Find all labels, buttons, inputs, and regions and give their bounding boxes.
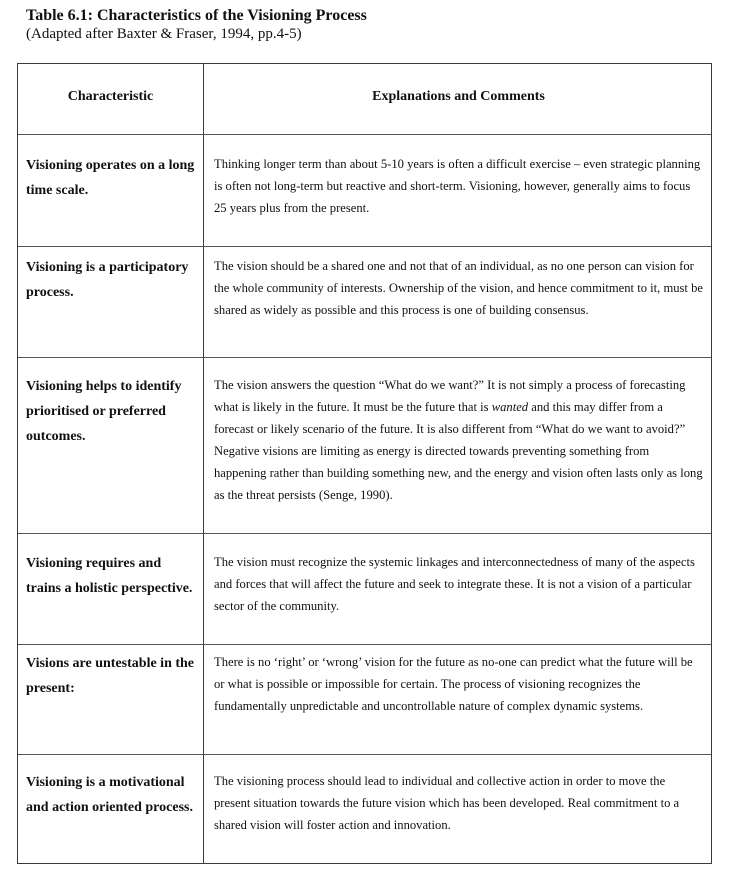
characteristic-cell: Visions are untestable in the present: [26,656,195,696]
characteristic-cell: Visioning helps to identify prioritised or preferred outcomes. [26,379,182,444]
header-characteristic: Characteristic [18,64,204,134]
table-row [18,246,711,357]
comment-cell [214,358,703,506]
table-row [18,134,711,246]
table-row [18,644,711,754]
table-caption [26,6,367,44]
characteristic-cell: Visioning operates on a long time scale. [26,158,195,198]
characteristic-cell: Visioning requires and trains a holistic perspective. [26,556,193,596]
comment-cell: The vision must recognize the systemic linkages and interconnectedness of many of the aspects and forces that will affect the future and seek to integrate these. It is not a vision of a particular sector of the community. [214,555,695,613]
comment-cell: Thinking longer term than about 5-10 years is often a difficult exercise – even strategic planning is often not long-term but reactive and short-term. Visioning, however, generally aims to focus 25 years plus from the present. [214,157,701,215]
table-row [18,754,711,863]
table-title: Table 6.1: Characteristics of the Visioning Process [26,7,367,24]
comment-cell: The visioning process should lead to individual and collective action in order to move the present situation towards the future vision which has been developed. Real commitment to a shared vision will foster action and innovation. [214,774,680,832]
comment-cell: The vision should be a shared one and not that of an individual, as no one person can vision for the whole community of interests. Ownership of the vision, and hence commitment to it, must be shared as widely as possible and this process is one of building consensus. [214,259,703,317]
characteristics-table [17,63,712,864]
table-row [18,533,711,644]
characteristic-cell: Visioning is a participatory process. [26,260,189,300]
characteristic-cell: Visioning is a motivational and action oriented process. [26,775,193,815]
header-explanations: Explanations and Comments [372,89,545,104]
comment-text: The vision answers the question “What do we want?” It is not simply a process of forecasting what is likely in the future. It must be the future that is [214,378,686,414]
table-row [18,357,711,533]
table-source: (Adapted after Baxter & Fraser, 1994, pp.4-5) [26,26,302,42]
table-header-row [18,64,711,134]
emphasis-text: wanted [491,400,529,414]
comment-cell: There is no ‘right’ or ‘wrong’ vision for the future as no-one can predict what the future will be or what is possible or impossible for certain. The process of visioning recognizes the fundamentally unpredictable and uncontrollable nature of complex dynamic systems. [214,655,693,713]
comment-text: and this may differ from a forecast or likely scenario of the future. It is also different from “What do we want to avoid?” Negative visions are limiting as energy is directed towards preventing something from happening rather than building something new, and the energy and vision often lasts only as long as the threat persists (Senge, 1990). [214,400,703,502]
